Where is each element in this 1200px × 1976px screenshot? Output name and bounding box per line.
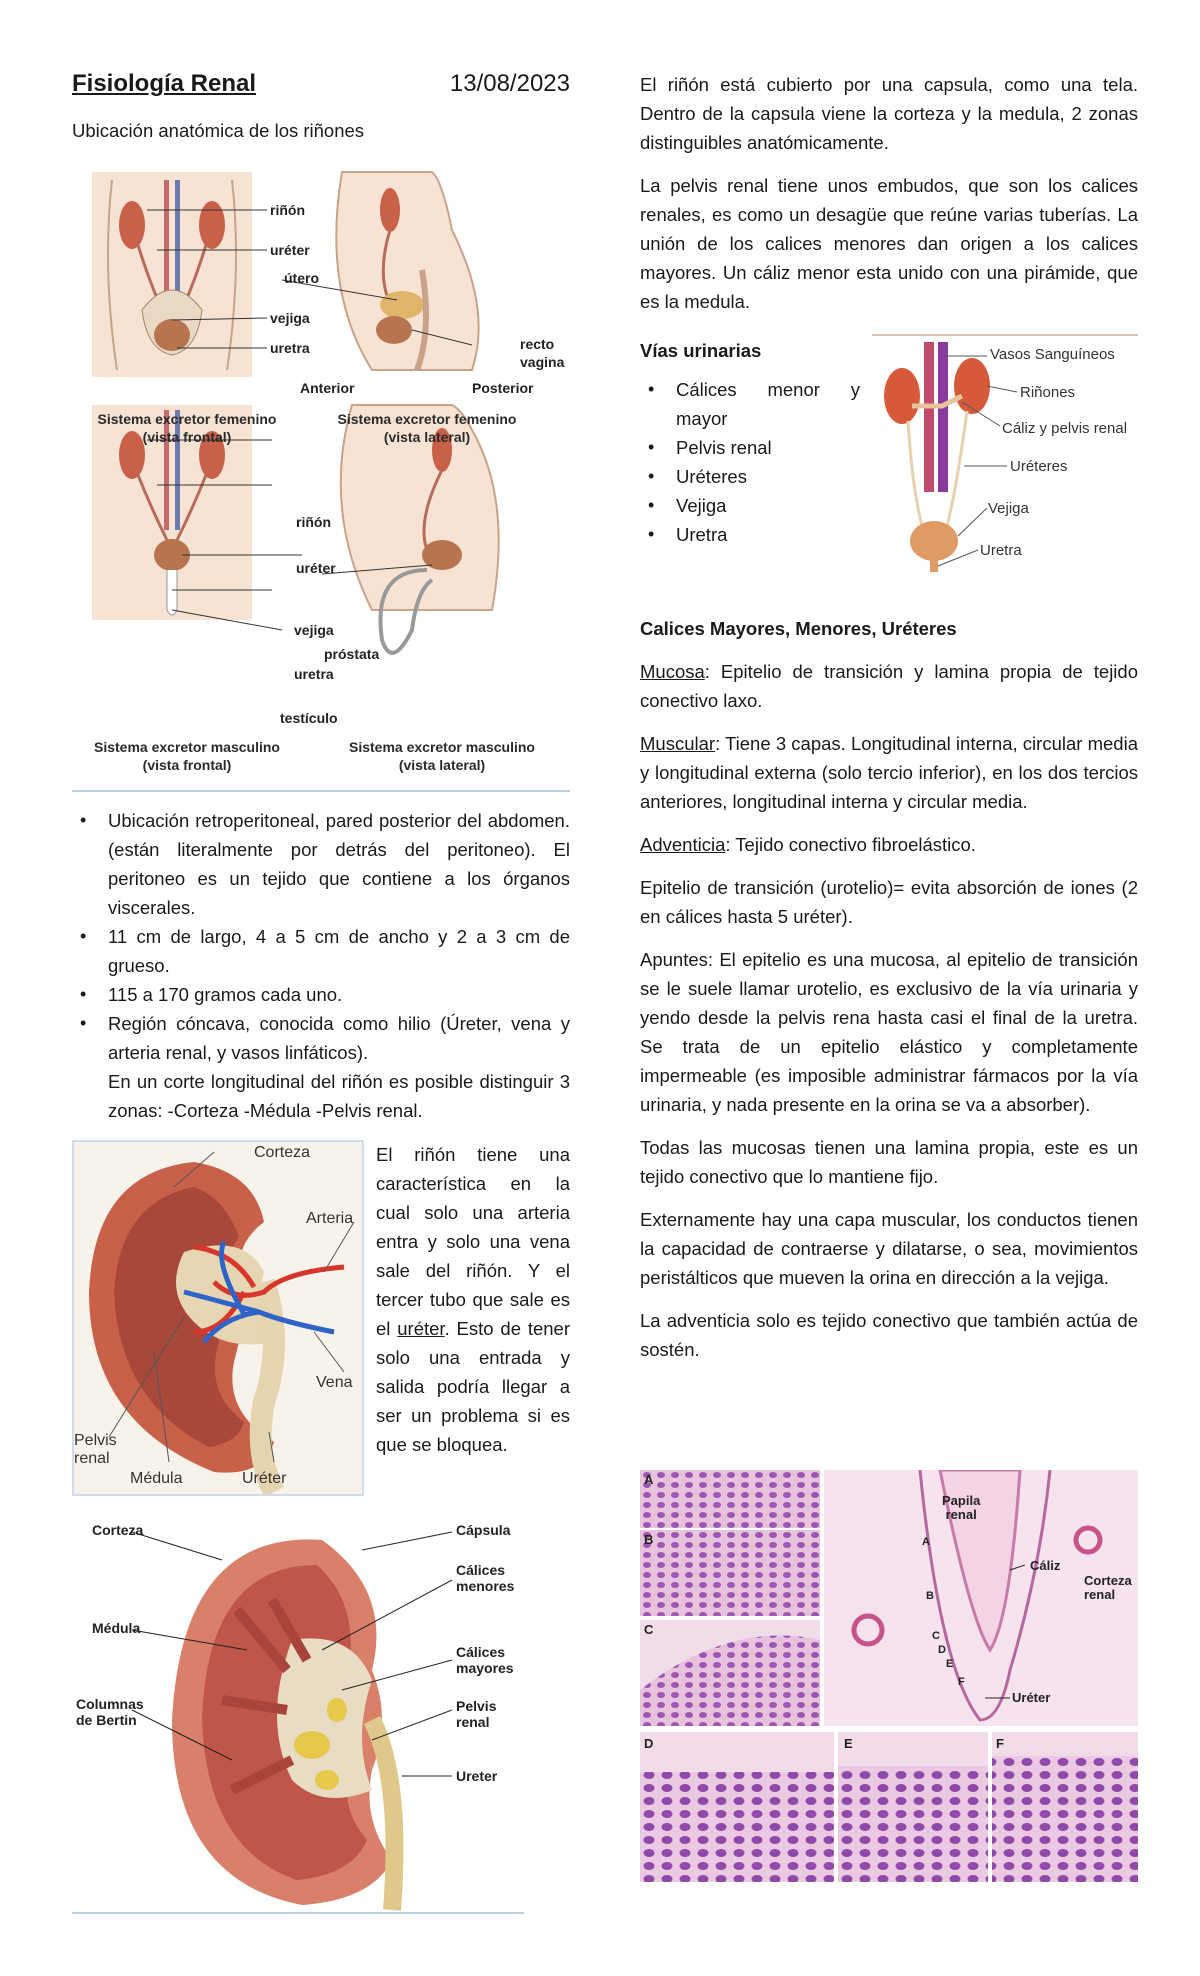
adventicia-text: : Tejido conectivo fibroelástico. xyxy=(725,834,976,855)
left-bullet-list-container xyxy=(108,806,570,1125)
paragraph-pelvis-renal: La pelvis renal tiene unos embudos, que son los calices renales, es como un desagüe que reúne varias tuberías. La unión de los calices menores dan origen a los calices mayores. Un cáliz menor esta unido con una pirámide, que es la medula. xyxy=(640,175,1138,312)
label-medula: Médula xyxy=(130,1470,183,1487)
label-arteria: Arteria xyxy=(306,1210,354,1227)
vias-urinarias-list xyxy=(640,375,860,549)
kidney-vessels-illustration xyxy=(74,1142,362,1494)
caption-male-lateral: Sistema excretor masculino (vista lateral) xyxy=(349,739,535,773)
path-letter-d: D xyxy=(938,1644,946,1656)
label-columnas-bertin: Columnas de Bertin xyxy=(76,1696,144,1728)
label-prostata: próstata xyxy=(324,646,380,662)
path-letter-c: C xyxy=(932,1630,940,1642)
kidney-text-after: . Esto de tener solo una entrada y salida podría llegar a ser un problema si es que se bloquea. xyxy=(376,1318,570,1455)
paragraph-mucosas: Todas las mucosas tienen una lamina propia, este es un tejido conectivo que lo mantiene fijo. xyxy=(640,1137,1138,1187)
label-recto: recto xyxy=(520,336,555,352)
caption-male-front: Sistema excretor masculino (vista frontal) xyxy=(94,739,280,773)
kidney-section-figure xyxy=(72,1520,524,1914)
histo-panel-d: D xyxy=(644,1736,654,1751)
label-utero: útero xyxy=(284,270,319,286)
label-uretra-male: uretra xyxy=(294,666,334,682)
mucosa-label: Mucosa xyxy=(640,661,705,682)
adventicia-label: Adventicia xyxy=(640,834,726,855)
histo-panel-c: C xyxy=(644,1622,654,1637)
paragraph-adventicia-sosten: La adventicia solo es tejido conectivo que también actúa de sostén. xyxy=(640,1310,1138,1360)
label-rinon-male: riñón xyxy=(296,514,331,530)
histology-illustration xyxy=(640,1470,1138,1882)
caption-female-lateral: Sistema excretor femenino (vista lateral) xyxy=(337,411,517,445)
paragraph-apuntes: Apuntes: El epitelio es una mucosa, al epitelio de transición se le suele llamar urotelio, es exclusivo de la vía urinaria y yendo desde la pelvis rena hasta casi el final de la uretra. Se trata de un epitelio elástico y completamente impermeable (es imposible administrar fármacos por la vía urinaria, y nada presente en la orina se va a absorber). xyxy=(640,949,1138,1115)
bullet-dimensiones: • 11 cm de largo, 4 a 5 cm de ancho y 2 a 3 cm de grueso. xyxy=(72,922,570,980)
label-testiculo: testículo xyxy=(280,710,338,726)
bullet-ubicacion: • Ubicación retroperitoneal, pared posterior del abdomen. (están literalmente por detrás del peritoneo). El peritoneo es un tejido que contiene a los órganos viscerales. xyxy=(72,806,570,922)
label-ureter-section: Ureter xyxy=(456,1768,498,1784)
muscular-label: Muscular xyxy=(640,733,716,754)
label-ureteres-fig: Uréteres xyxy=(1010,458,1068,475)
label-vasos-sanguineos: Vasos Sanguíneos xyxy=(990,346,1115,363)
path-letter-b: B xyxy=(926,1590,934,1602)
kidney-text-ureter: uréter xyxy=(397,1318,445,1339)
kidney-paragraph xyxy=(376,1140,570,1459)
section-subtitle: Ubicación anatómica de los riñones xyxy=(72,120,365,141)
paragraph-capsula: El riñón está cubierto por una capsula, como una tela. Dentro de la capsula viene la corteza y la medula, 2 zonas distinguibles anatómicamente. xyxy=(640,74,1138,153)
kidney-vessels-figure xyxy=(72,1140,364,1496)
bullet-peso: • 115 a 170 gramos cada uno. xyxy=(72,980,570,1009)
label-papila-renal: Papila renal xyxy=(942,1493,981,1522)
heading-vias-urinarias: Vías urinarias xyxy=(640,340,762,361)
urinary-system-illustration xyxy=(872,336,1138,572)
label-ureter-female: uréter xyxy=(270,242,310,258)
label-corteza-renal-histo: Corteza renal xyxy=(1084,1573,1132,1602)
via-item-vejiga: • Vejiga xyxy=(640,491,860,520)
label-vejiga-female: vejiga xyxy=(270,310,310,326)
label-capsula: Cápsula xyxy=(456,1522,511,1538)
histo-panel-f: F xyxy=(996,1736,1004,1751)
histology-figure xyxy=(640,1470,1138,1882)
heading-calices: Calices Mayores, Menores, Uréteres xyxy=(640,618,957,639)
kidney-text-before: El riñón tiene una característica en la cual solo una arteria entra y solo una vena sale del riñón. Y el tercer tubo que sale es el xyxy=(376,1144,570,1339)
label-pelvis-renal-section: Pelvis renal xyxy=(456,1698,497,1730)
caption-female-front: Sistema excretor femenino (vista frontal) xyxy=(97,411,277,445)
paragraph-externamente: Externamente hay una capa muscular, los conductos tienen la capacidad de contraerse y dilatarse, o sea, movimientos peristálticos que mueven la orina en dirección a la vejiga. xyxy=(640,1209,1138,1288)
bullet-hilio: • Región cóncava, conocida como hilio (Úreter, vena y arteria renal, y vasos linfáticos). En un corte longitudinal del riñón es posible distinguir 3 zonas: -Corteza -Médula -Pelvis renal. xyxy=(72,1009,570,1125)
left-column xyxy=(72,70,570,145)
label-vejiga-fig: Vejiga xyxy=(988,500,1029,517)
page-title: Fisiología Renal xyxy=(72,70,257,97)
label-vagina: vagina xyxy=(520,354,565,370)
paragraph-epitelio-transicion: Epitelio de transición (urotelio)= evita absorción de iones (2 en cálices hasta 5 uréter). xyxy=(640,877,1138,927)
via-item-calices: • Cálices menor y mayor xyxy=(640,375,860,433)
urinary-system-figure xyxy=(872,334,1138,572)
label-ureter-male: uréter xyxy=(296,560,336,576)
paragraph-adventicia xyxy=(640,830,1138,859)
label-posterior: Posterior xyxy=(472,380,534,396)
label-uretra-fig: Uretra xyxy=(980,542,1022,559)
paragraph-mucosa xyxy=(640,657,1138,715)
right-column-lower xyxy=(640,614,1138,1364)
via-item-pelvis: • Pelvis renal xyxy=(640,433,860,462)
label-ureter-histo: Uréter xyxy=(1012,1690,1051,1705)
label-caliz-histo: Cáliz xyxy=(1030,1558,1061,1573)
label-vejiga-male: vejiga xyxy=(294,622,334,638)
label-vena: Vena xyxy=(316,1374,353,1391)
mucosa-text: : Epitelio de transición y lamina propia de tejido conectivo laxo. xyxy=(640,661,1138,711)
label-corteza-section: Corteza xyxy=(92,1522,144,1538)
histo-panel-b: B xyxy=(644,1532,654,1547)
via-item-ureteres: • Uréteres xyxy=(640,462,860,491)
path-letter-f: F xyxy=(958,1676,965,1688)
excretory-system-illustration xyxy=(72,170,570,790)
paragraph-muscular xyxy=(640,729,1138,816)
excretory-system-figure xyxy=(72,170,570,792)
kidney-side-text xyxy=(376,1140,570,1459)
path-letter-e: E xyxy=(946,1658,954,1670)
label-ureter: Uréter xyxy=(242,1470,287,1487)
via-item-uretra: • Uretra xyxy=(640,520,860,549)
path-letter-a: A xyxy=(922,1536,930,1548)
label-calices-menores: Cálices menores xyxy=(456,1562,515,1594)
label-rinon-female: riñón xyxy=(270,202,305,218)
left-bullet-list xyxy=(72,806,570,1125)
label-calices-mayores: Cálices mayores xyxy=(456,1644,514,1676)
label-uretra-female: uretra xyxy=(270,340,310,356)
histo-panel-e: E xyxy=(844,1736,853,1751)
label-caliz-pelvis-renal: Cáliz y pelvis renal xyxy=(1002,420,1128,437)
header xyxy=(72,70,570,98)
label-pelvis-renal: Pelvis renal xyxy=(74,1432,117,1467)
label-rinones: Riñones xyxy=(1020,384,1076,401)
page-date: 13/08/2023 xyxy=(449,70,570,97)
label-anterior: Anterior xyxy=(300,380,355,396)
label-medula-section: Médula xyxy=(92,1620,141,1636)
label-corteza: Corteza xyxy=(254,1144,311,1161)
muscular-text: : Tiene 3 capas. Longitudinal interna, circular media y longitudinal externa (solo tercio inferior), en los dos tercios anteriores, longitudinal interna y circular media. xyxy=(640,733,1138,812)
histo-panel-a: A xyxy=(644,1472,654,1487)
